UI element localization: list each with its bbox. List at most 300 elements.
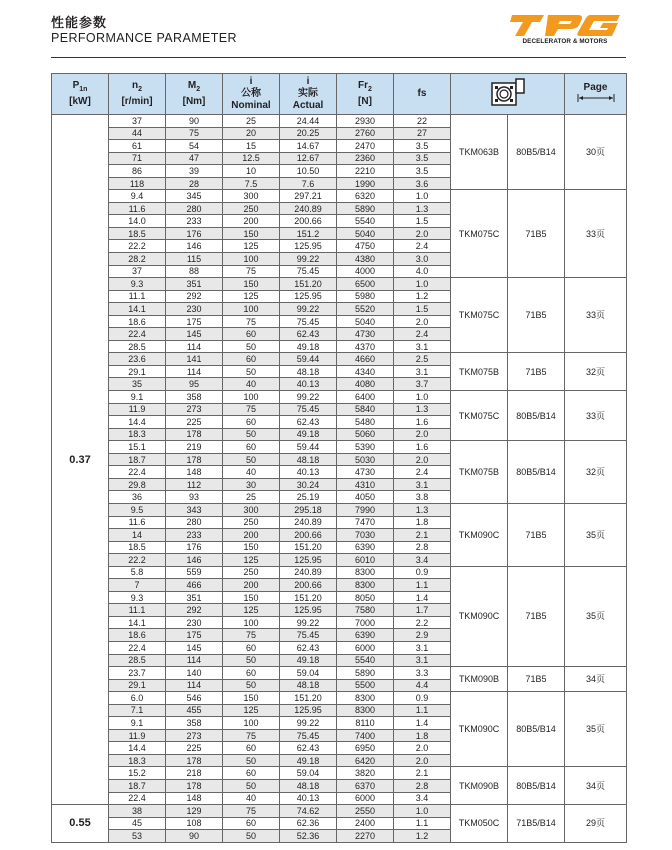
cell-i-nominal: 250: [223, 516, 280, 529]
cell-fr2: 4730: [337, 328, 394, 341]
cell-i-actual: 75.45: [280, 403, 337, 416]
cell-n2: 29.1: [109, 365, 166, 378]
cell-i-actual: 125.95: [280, 604, 337, 617]
cell-n2: 14.1: [109, 616, 166, 629]
cell-page: 30页: [565, 115, 627, 190]
cell-m2: 351: [166, 278, 223, 291]
cell-fr2: 5890: [337, 667, 394, 680]
cell-fs: 1.4: [394, 717, 451, 730]
cell-page: 34页: [565, 667, 627, 692]
table-row: [52, 667, 627, 680]
cell-m2: 114: [166, 365, 223, 378]
cell-i-actual: 49.18: [280, 428, 337, 441]
table-header-row: [52, 74, 627, 115]
cell-i-actual: 200.66: [280, 215, 337, 228]
cell-i-actual: 99.22: [280, 717, 337, 730]
cell-fr2: 5840: [337, 403, 394, 416]
cell-m2: 114: [166, 679, 223, 692]
cell-fs: 3.7: [394, 378, 451, 391]
cell-m2: 358: [166, 391, 223, 404]
cell-fr2: 6390: [337, 629, 394, 642]
cell-i-nominal: 50: [223, 779, 280, 792]
cell-model: TKM090C: [451, 692, 508, 767]
cell-fr2: 2400: [337, 817, 394, 830]
cell-p1n: 0.37: [52, 115, 109, 805]
cell-i-actual: 59.04: [280, 667, 337, 680]
cell-fs: 1.0: [394, 805, 451, 818]
header-i-nominal: [223, 74, 280, 115]
cell-n2: 36: [109, 491, 166, 504]
cell-fr2: 5480: [337, 416, 394, 429]
header-p1n: [52, 74, 109, 115]
cell-n2: 28.5: [109, 654, 166, 667]
cell-i-nominal: 25: [223, 491, 280, 504]
cell-m2: 145: [166, 328, 223, 341]
cell-i-nominal: 250: [223, 566, 280, 579]
cell-n2: 9.3: [109, 278, 166, 291]
cell-n2: 22.2: [109, 240, 166, 253]
cell-fr2: 6420: [337, 754, 394, 767]
cell-m2: 230: [166, 616, 223, 629]
cell-n2: 14.0: [109, 215, 166, 228]
cell-fs: 3.4: [394, 554, 451, 567]
cell-fr2: 7580: [337, 604, 394, 617]
cell-m2: 90: [166, 830, 223, 843]
cell-m2: 292: [166, 604, 223, 617]
cell-i-actual: 99.22: [280, 253, 337, 266]
cell-fs: 3.1: [394, 641, 451, 654]
cell-fs: 2.4: [394, 466, 451, 479]
cell-i-nominal: 60: [223, 742, 280, 755]
cell-m2: 233: [166, 529, 223, 542]
cell-i-actual: 200.66: [280, 529, 337, 542]
cell-i-actual: 25.19: [280, 491, 337, 504]
cell-i-nominal: 10: [223, 165, 280, 178]
cell-i-nominal: 50: [223, 340, 280, 353]
cell-m2: 559: [166, 566, 223, 579]
cell-flange: 71B5/B14: [508, 805, 565, 843]
cell-i-nominal: 100: [223, 253, 280, 266]
cell-m2: 273: [166, 403, 223, 416]
cell-model: TKM063B: [451, 115, 508, 190]
header-fs-label: fs: [417, 88, 427, 99]
cell-m2: 343: [166, 503, 223, 516]
cell-m2: 466: [166, 579, 223, 592]
cell-i-nominal: 75: [223, 315, 280, 328]
cell-m2: 351: [166, 591, 223, 604]
cell-i-actual: 151.20: [280, 692, 337, 705]
cell-m2: 358: [166, 717, 223, 730]
cell-i-nominal: 30: [223, 478, 280, 491]
cell-i-nominal: 150: [223, 692, 280, 705]
cell-fs: 1.3: [394, 403, 451, 416]
cell-fr2: 4000: [337, 265, 394, 278]
cell-fr2: 5540: [337, 215, 394, 228]
cell-fr2: 4660: [337, 353, 394, 366]
table-row: [52, 566, 627, 579]
cell-i-actual: 62.36: [280, 817, 337, 830]
cell-n2: 118: [109, 177, 166, 190]
cell-n2: 44: [109, 127, 166, 140]
table-row: [52, 278, 627, 291]
cell-i-nominal: 150: [223, 227, 280, 240]
cell-fr2: 4080: [337, 378, 394, 391]
cell-i-actual: 49.18: [280, 654, 337, 667]
cell-fr2: 4050: [337, 491, 394, 504]
cell-fr2: 5520: [337, 303, 394, 316]
cell-m2: 114: [166, 654, 223, 667]
cell-flange: 71B5: [508, 667, 565, 692]
cell-n2: 9.3: [109, 591, 166, 604]
cell-fr2: 4750: [337, 240, 394, 253]
title-chinese: 性能参数: [51, 16, 108, 31]
header-m2-unit: [Nm]: [182, 96, 206, 107]
cell-fs: 27: [394, 127, 451, 140]
cell-model: TKM090C: [451, 503, 508, 566]
cell-i-actual: 295.18: [280, 503, 337, 516]
cell-m2: 146: [166, 554, 223, 567]
cell-fr2: 6500: [337, 278, 394, 291]
cell-i-actual: 40.13: [280, 378, 337, 391]
cell-n2: 7.1: [109, 704, 166, 717]
cell-i-actual: 125.95: [280, 704, 337, 717]
brand-logo: [510, 13, 620, 57]
cell-n2: 15.1: [109, 441, 166, 454]
cell-fs: 3.6: [394, 177, 451, 190]
cell-i-nominal: 40: [223, 792, 280, 805]
cell-i-nominal: 100: [223, 717, 280, 730]
cell-fs: 2.0: [394, 754, 451, 767]
cell-flange: 71B5: [508, 190, 565, 278]
cell-n2: 29.1: [109, 679, 166, 692]
cell-i-nominal: 50: [223, 654, 280, 667]
cell-m2: 146: [166, 240, 223, 253]
dimension-arrow-icon: [565, 94, 626, 106]
cell-fr2: 2270: [337, 830, 394, 843]
cell-page: 33页: [565, 391, 627, 441]
cell-i-nominal: 60: [223, 328, 280, 341]
cell-fr2: 6010: [337, 554, 394, 567]
title-english: PERFORMANCE PARAMETER: [51, 31, 237, 45]
cell-fs: 1.8: [394, 516, 451, 529]
cell-i-actual: 62.43: [280, 328, 337, 341]
cell-i-actual: 14.67: [280, 140, 337, 153]
cell-i-nominal: 75: [223, 265, 280, 278]
cell-fs: 3.3: [394, 667, 451, 680]
cell-m2: 178: [166, 428, 223, 441]
cell-fs: 2.0: [394, 315, 451, 328]
cell-page: 32页: [565, 441, 627, 504]
cell-m2: 145: [166, 641, 223, 654]
table-row: [52, 441, 627, 454]
cell-fs: 4.4: [394, 679, 451, 692]
header-i-actual: [280, 74, 337, 115]
cell-fs: 1.6: [394, 441, 451, 454]
cell-fs: 1.0: [394, 278, 451, 291]
cell-n2: 23.6: [109, 353, 166, 366]
cell-fr2: 2210: [337, 165, 394, 178]
cell-fr2: 4310: [337, 478, 394, 491]
cell-fs: 1.8: [394, 729, 451, 742]
table-row: [52, 115, 627, 128]
cell-n2: 11.6: [109, 202, 166, 215]
cell-i-actual: 59.44: [280, 441, 337, 454]
cell-fr2: 6950: [337, 742, 394, 755]
cell-i-nominal: 50: [223, 754, 280, 767]
cell-fr2: 6320: [337, 190, 394, 203]
cell-m2: 178: [166, 779, 223, 792]
brand-logo-mark: [510, 13, 620, 37]
cell-n2: 9.1: [109, 391, 166, 404]
header-i-nominal-cn: 公称: [241, 88, 261, 99]
cell-flange: 80B5/B14: [508, 115, 565, 190]
cell-fs: 2.1: [394, 529, 451, 542]
cell-i-nominal: 60: [223, 353, 280, 366]
header-fr2: [337, 74, 394, 115]
header-i-actual-cn: 实际: [298, 88, 318, 99]
cell-i-actual: 297.21: [280, 190, 337, 203]
cell-i-nominal: 125: [223, 554, 280, 567]
table-body: [52, 115, 627, 843]
cell-m2: 129: [166, 805, 223, 818]
cell-m2: 455: [166, 704, 223, 717]
cell-fr2: 5500: [337, 679, 394, 692]
cell-fs: 1.7: [394, 604, 451, 617]
cell-n2: 22.4: [109, 641, 166, 654]
cell-n2: 14.4: [109, 742, 166, 755]
cell-m2: 546: [166, 692, 223, 705]
cell-fr2: 4340: [337, 365, 394, 378]
cell-n2: 37: [109, 265, 166, 278]
cell-n2: 37: [109, 115, 166, 128]
cell-fr2: 5040: [337, 227, 394, 240]
cell-i-actual: 62.43: [280, 742, 337, 755]
cell-m2: 28: [166, 177, 223, 190]
cell-n2: 61: [109, 140, 166, 153]
cell-i-nominal: 60: [223, 667, 280, 680]
cell-i-actual: 240.89: [280, 566, 337, 579]
cell-page: 35页: [565, 503, 627, 566]
cell-i-actual: 151.20: [280, 541, 337, 554]
table-row: [52, 391, 627, 404]
cell-flange: 71B5: [508, 353, 565, 391]
cell-fs: 1.4: [394, 591, 451, 604]
gearbox-icon: [491, 77, 525, 111]
cell-n2: 5.8: [109, 566, 166, 579]
cell-fs: 1.1: [394, 704, 451, 717]
header-p1n-unit: [kW]: [69, 96, 91, 107]
cell-i-nominal: 150: [223, 278, 280, 291]
cell-fs: 1.3: [394, 503, 451, 516]
cell-fr2: 4380: [337, 253, 394, 266]
cell-n2: 9.1: [109, 717, 166, 730]
cell-fr2: 5390: [337, 441, 394, 454]
cell-n2: 11.9: [109, 729, 166, 742]
cell-fr2: 6370: [337, 779, 394, 792]
cell-m2: 115: [166, 253, 223, 266]
cell-i-nominal: 125: [223, 290, 280, 303]
cell-i-nominal: 75: [223, 403, 280, 416]
cell-fs: 2.0: [394, 742, 451, 755]
cell-m2: 148: [166, 792, 223, 805]
cell-fr2: 8300: [337, 692, 394, 705]
cell-fr2: 8050: [337, 591, 394, 604]
cell-m2: 273: [166, 729, 223, 742]
header-n2: [109, 74, 166, 115]
cell-i-nominal: 75: [223, 729, 280, 742]
table-row: [52, 805, 627, 818]
cell-fs: 1.3: [394, 202, 451, 215]
cell-m2: 219: [166, 441, 223, 454]
cell-i-nominal: 200: [223, 529, 280, 542]
cell-n2: 18.6: [109, 315, 166, 328]
cell-n2: 9.5: [109, 503, 166, 516]
cell-i-actual: 12.67: [280, 152, 337, 165]
cell-fr2: 6000: [337, 641, 394, 654]
cell-m2: 141: [166, 353, 223, 366]
cell-i-nominal: 50: [223, 830, 280, 843]
cell-m2: 75: [166, 127, 223, 140]
cell-flange: 80B5/B14: [508, 441, 565, 504]
cell-i-actual: 24.44: [280, 115, 337, 128]
cell-i-actual: 151.2: [280, 227, 337, 240]
cell-fr2: 3820: [337, 767, 394, 780]
cell-fs: 2.0: [394, 453, 451, 466]
cell-fs: 3.8: [394, 491, 451, 504]
cell-m2: 225: [166, 742, 223, 755]
cell-page: 35页: [565, 566, 627, 666]
cell-model: TKM075C: [451, 278, 508, 353]
cell-i-actual: 75.45: [280, 729, 337, 742]
cell-i-nominal: 125: [223, 704, 280, 717]
cell-fs: 3.1: [394, 654, 451, 667]
cell-i-actual: 200.66: [280, 579, 337, 592]
cell-n2: 18.3: [109, 428, 166, 441]
cell-n2: 14: [109, 529, 166, 542]
cell-i-nominal: 75: [223, 629, 280, 642]
cell-i-actual: 151.20: [280, 591, 337, 604]
cell-i-nominal: 60: [223, 817, 280, 830]
cell-i-actual: 99.22: [280, 391, 337, 404]
cell-m2: 280: [166, 202, 223, 215]
cell-fs: 3.4: [394, 792, 451, 805]
cell-m2: 233: [166, 215, 223, 228]
cell-fr2: 7990: [337, 503, 394, 516]
header-n2-symbol: $n_2$: [131, 80, 142, 93]
performance-table: [51, 73, 627, 843]
cell-n2: 22.4: [109, 466, 166, 479]
cell-i-actual: 30.24: [280, 478, 337, 491]
table-row: [52, 190, 627, 203]
cell-i-nominal: 60: [223, 441, 280, 454]
cell-i-nominal: 125: [223, 604, 280, 617]
cell-i-nominal: 25: [223, 115, 280, 128]
cell-fs: 3.5: [394, 140, 451, 153]
cell-i-nominal: 150: [223, 591, 280, 604]
cell-i-nominal: 100: [223, 616, 280, 629]
cell-fs: 3.5: [394, 165, 451, 178]
header-fs: [394, 74, 451, 115]
cell-n2: 18.6: [109, 629, 166, 642]
header-i-nominal-en: Nominal: [231, 100, 271, 111]
table-row: [52, 353, 627, 366]
cell-flange: 80B5/B14: [508, 767, 565, 805]
cell-n2: 18.5: [109, 541, 166, 554]
cell-i-nominal: 40: [223, 378, 280, 391]
cell-i-actual: 62.43: [280, 416, 337, 429]
header-fr2-symbol: $Fr_2$: [358, 80, 372, 93]
cell-i-actual: 75.45: [280, 265, 337, 278]
cell-m2: 292: [166, 290, 223, 303]
cell-fr2: 8110: [337, 717, 394, 730]
cell-fs: 2.8: [394, 779, 451, 792]
cell-page: 34页: [565, 767, 627, 805]
cell-i-actual: 48.18: [280, 453, 337, 466]
cell-flange: 71B5: [508, 278, 565, 353]
cell-fr2: 5060: [337, 428, 394, 441]
cell-m2: 112: [166, 478, 223, 491]
cell-i-nominal: 50: [223, 365, 280, 378]
cell-fs: 2.1: [394, 767, 451, 780]
cell-i-nominal: 150: [223, 541, 280, 554]
cell-i-nominal: 200: [223, 215, 280, 228]
cell-i-nominal: 100: [223, 303, 280, 316]
cell-i-actual: 49.18: [280, 754, 337, 767]
cell-page: 35页: [565, 692, 627, 767]
cell-fr2: 2360: [337, 152, 394, 165]
cell-page: 33页: [565, 278, 627, 353]
cell-flange: 80B5/B14: [508, 391, 565, 441]
cell-i-actual: 40.13: [280, 466, 337, 479]
cell-fs: 0.9: [394, 566, 451, 579]
cell-fs: 0.9: [394, 692, 451, 705]
cell-m2: 230: [166, 303, 223, 316]
cell-n2: 11.9: [109, 403, 166, 416]
cell-fr2: 5890: [337, 202, 394, 215]
cell-i-actual: 20.25: [280, 127, 337, 140]
cell-n2: 45: [109, 817, 166, 830]
header-page: [565, 74, 627, 115]
cell-fs: 2.4: [394, 328, 451, 341]
cell-m2: 225: [166, 416, 223, 429]
cell-model: TKM075B: [451, 441, 508, 504]
header-page-label: Page: [583, 82, 608, 93]
cell-m2: 140: [166, 667, 223, 680]
cell-i-actual: 10.50: [280, 165, 337, 178]
cell-fr2: 7030: [337, 529, 394, 542]
cell-m2: 178: [166, 754, 223, 767]
cell-i-actual: 125.95: [280, 554, 337, 567]
cell-fr2: 8300: [337, 704, 394, 717]
cell-i-actual: 240.89: [280, 202, 337, 215]
table-row: [52, 692, 627, 705]
cell-n2: 15.2: [109, 767, 166, 780]
cell-i-nominal: 20: [223, 127, 280, 140]
header-i-actual-symbol: i: [306, 76, 310, 87]
cell-i-actual: 99.22: [280, 303, 337, 316]
cell-i-actual: 99.22: [280, 616, 337, 629]
cell-i-actual: 75.45: [280, 315, 337, 328]
cell-i-actual: 74.62: [280, 805, 337, 818]
cell-fs: 1.5: [394, 215, 451, 228]
cell-m2: 218: [166, 767, 223, 780]
cell-m2: 148: [166, 466, 223, 479]
cell-n2: 22.4: [109, 328, 166, 341]
cell-n2: 6.0: [109, 692, 166, 705]
cell-fr2: 7400: [337, 729, 394, 742]
cell-fr2: 4730: [337, 466, 394, 479]
cell-i-actual: 48.18: [280, 365, 337, 378]
